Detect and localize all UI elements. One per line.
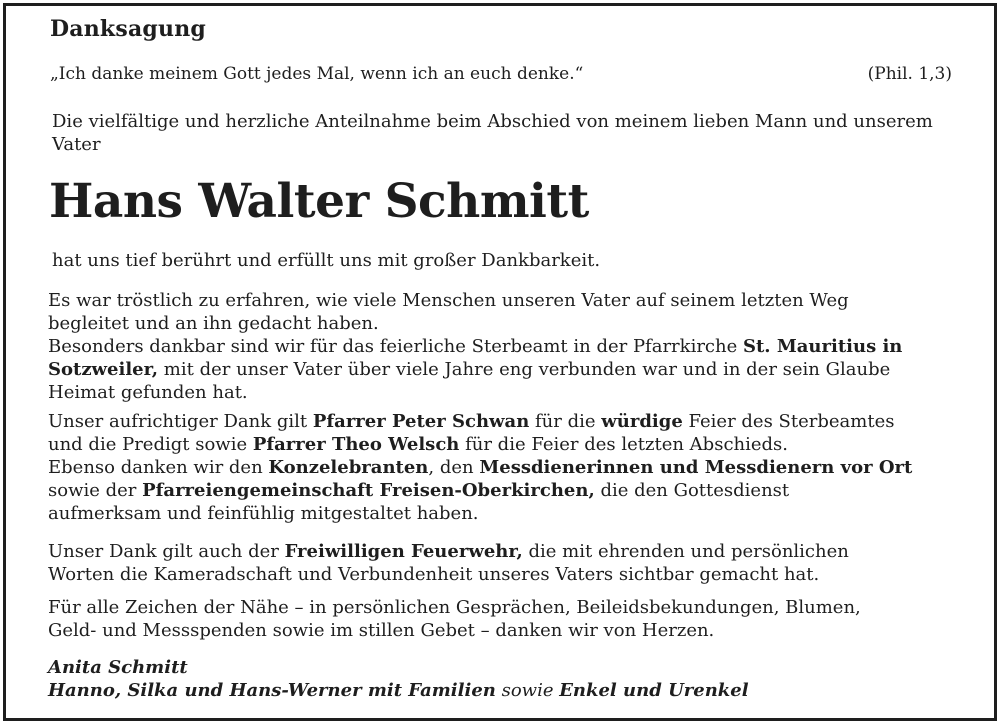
signature-line-2	[48, 679, 968, 702]
p1-line-3-text: Besonders dankbar sind wir für das feierliche Sterbeamt in der Pfarrkirche	[48, 336, 743, 357]
p3-line-2: Worten die Kameradschaft und Verbundenheit unseres Vaters sichtbar gemacht hat.	[48, 564, 820, 585]
p2-l3-text-2: , den	[428, 457, 480, 478]
signature-connector: sowie	[495, 680, 560, 701]
signature-line-1: Anita Schmitt	[48, 657, 188, 678]
concelebrants: Konzelebranten	[268, 457, 429, 478]
p2-l4-text-2: die den Gottesdienst	[594, 480, 790, 501]
paragraph-4	[48, 596, 968, 642]
p3-line-1	[48, 540, 968, 563]
bible-quote: „Ich danke meinem Gott jedes Mal, wenn ich an euch denke.“	[50, 64, 584, 84]
deceased-name: Hans Walter Schmitt	[49, 174, 589, 229]
p2-line-1	[48, 410, 968, 433]
p1-line-4	[48, 358, 968, 381]
p2-l2-text-2: für die Feier des letzten Abschieds.	[459, 434, 789, 455]
notice-heading: Danksagung	[50, 16, 206, 42]
p2-line-2	[48, 433, 968, 456]
p2-line-4	[48, 479, 968, 502]
p2-line-3	[48, 456, 968, 479]
paragraph-2	[48, 410, 968, 525]
church-location: Sotzweiler,	[48, 359, 159, 380]
priest-1: Pfarrer Peter Schwan	[312, 411, 530, 432]
p2-l2-text: und die Predigt sowie	[48, 434, 253, 455]
p2-l1-text-2: für die	[529, 411, 602, 432]
p2-l1-text-3: Feier des Sterbeamtes	[682, 411, 895, 432]
paragraph-1	[48, 289, 968, 404]
signature-family: Hanno, Silka und Hans-Werner mit Familien	[48, 680, 496, 701]
p4-line-1: Für alle Zeichen der Nähe – in persönlichen Gesprächen, Beileidsbekundungen, Blumen,	[48, 597, 861, 618]
p4-line-2: Geld- und Messspenden sowie im stillen Gebet – danken wir von Herzen.	[48, 620, 715, 641]
p1-line-3	[48, 335, 968, 358]
bible-reference: (Phil. 1,3)	[867, 64, 952, 84]
p1-line-5: Heimat gefunden hat.	[48, 382, 248, 403]
p3-l1-text-2: die mit ehrenden und persönlichen	[522, 541, 849, 562]
p1-line-2: begleitet und an ihn gedacht haben.	[48, 313, 379, 334]
p3-l1-text: Unser Dank gilt auch der	[48, 541, 285, 562]
after-name-text: hat uns tief berührt und erfüllt uns mit großer Dankbarkeit.	[52, 250, 601, 271]
signature-grandchildren: Enkel und Urenkel	[559, 680, 749, 701]
paragraph-3	[48, 540, 968, 586]
p1-line-4-text: mit der unser Vater über viele Jahre eng verbunden war und in der sein Glaube	[158, 359, 891, 380]
p2-l1-text: Unser aufrichtiger Dank gilt	[48, 411, 313, 432]
p2-line-5: aufmerksam und feinfühlig mitgestaltet haben.	[48, 503, 479, 524]
p2-l3-text: Ebenso danken wir den	[48, 457, 269, 478]
altar-servers: Messdienerinnen und Messdienern vor Ort	[479, 457, 913, 478]
p1-line-1: Es war tröstlich zu erfahren, wie viele Menschen unseren Vater auf seinem letzten Weg	[48, 290, 849, 311]
p2-l4-text: sowie der	[48, 480, 143, 501]
fire-brigade: Freiwilligen Feuerwehr,	[284, 541, 523, 562]
priest-2: Pfarrer Theo Welsch	[252, 434, 460, 455]
intro-text: Die vielfältige und herzliche Anteilnahme beim Abschied von meinem lieben Mann und unserem Vater	[52, 111, 933, 155]
parish-community: Pfarreiengemeinschaft Freisen-Oberkirchen,	[142, 480, 595, 501]
wuerdige-word: würdige	[601, 411, 683, 432]
church-name: St. Mauritius in	[742, 336, 903, 357]
